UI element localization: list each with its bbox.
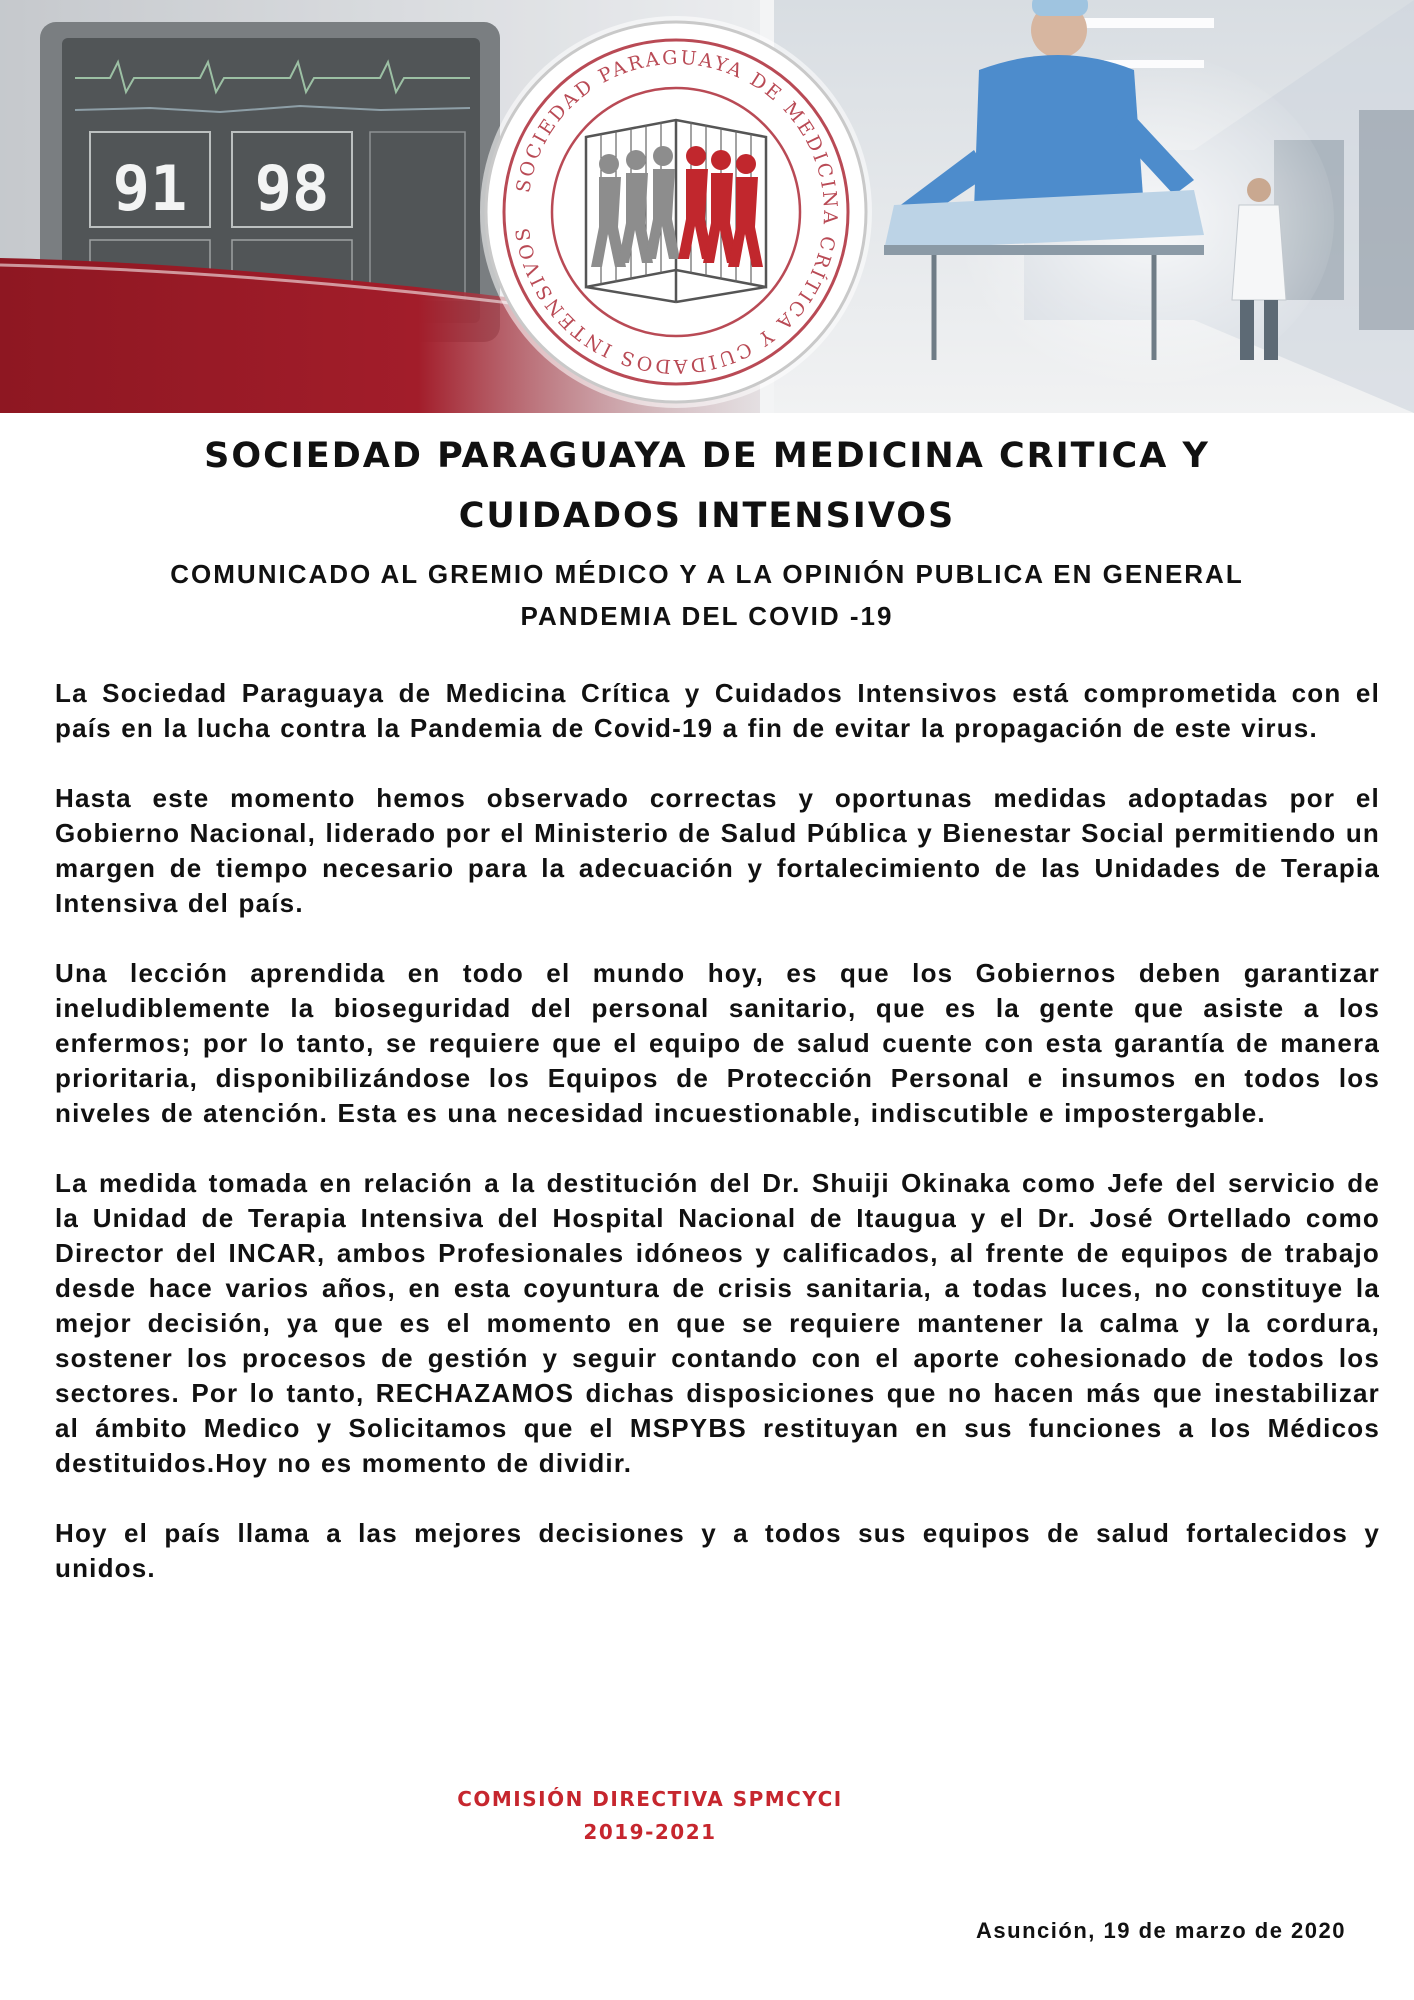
place-date: Asunción, 19 de marzo de 2020	[976, 1918, 1346, 1943]
monitor-reading-2: 98	[254, 152, 330, 225]
society-logo	[476, 12, 876, 412]
document-subtitle-line-1: COMUNICADO AL GREMIO MÉDICO Y A LA OPINIÓN PUBLICA EN GENERAL	[170, 559, 1244, 589]
paragraph-2: Hasta este momento hemos observado correctas y oportunas medidas adoptadas por el Gobierno Nacional, liderado por el Ministerio de Salud Pública y Bienestar Social permitiendo un margen de tiempo necesario para la adecuación y fortalecimiento de las Unidades de Terapia Intensiva del país.	[55, 783, 1380, 918]
document-title	[100, 426, 1314, 546]
paragraph-3: Una lección aprendida en todo el mundo hoy, es que los Gobiernos deben garantizar ineludiblemente la bioseguridad del personal sanitario, que es la gente que asiste a los enfermos; por lo tanto, se requiere que el equipo de salud cuente con esta garantía de manera prioritaria, disponibilizándose los Equipos de Protección Personal e insumos en todos los niveles de atención. Esta es una necesidad incuestionable, indiscutible e impostergable.	[55, 958, 1380, 1128]
document-title-line-1: SOCIEDAD PARAGUAYA DE MEDICINA CRITICA Y	[204, 436, 1210, 476]
header-banner	[0, 0, 1414, 413]
signature-period: 2019-2021	[583, 1820, 717, 1844]
paragraph-4: La medida tomada en relación a la destitución del Dr. Shuiji Okinaka como Jefe del servicio de la Unidad de Terapia Intensiva del Hospital Nacional de Itaugua y el Dr. José Ortellado como Director del INCAR, ambos Profesionales idóneos y calificados, al frente de equipos de trabajo desde hace varios años, en esta coyuntura de crisis sanitaria, a todas luces, no constituye la mejor decisión, ya que es el momento en que se requiere mantener la calma y la cordura, sostener los procesos de gestión y seguir contando con el aporte cohesionado de todos los sectores. Por lo tanto, RECHAZAMOS dichas disposiciones que no hacen más que inestabilizar al ámbito Medico y Solicitamos que el MSPYBS restituyan en sus funciones a los Médicos destituidos.Hoy no es momento de dividir.	[55, 1168, 1380, 1478]
document-subtitle	[60, 553, 1354, 637]
signature-name: COMISIÓN DIRECTIVA SPMCYCI	[457, 1787, 843, 1811]
document-subtitle-line-2: PANDEMIA DEL COVID -19	[520, 601, 894, 631]
document-body	[55, 676, 1380, 1621]
paragraph-1: La Sociedad Paraguaya de Medicina Crítica y Cuidados Intensivos está comprometida con el país en la lucha contra la Pandemia de Covid-19 a fin de evitar la propagación de este virus.	[55, 678, 1380, 743]
monitor-reading-1: 91	[112, 152, 188, 225]
paragraph-5: Hoy el país llama a las mejores decisiones y a todos sus equipos de salud fortalecidos y unidos.	[55, 1518, 1380, 1583]
logo-ring-text: SOCIEDAD PARAGUAYA DE MEDICINA CRÍTICA Y CUIDADOS INTENSIVOS	[511, 46, 842, 378]
signature-block	[400, 1783, 900, 1849]
document-title-line-2: CUIDADOS INTENSIVOS	[458, 496, 956, 536]
